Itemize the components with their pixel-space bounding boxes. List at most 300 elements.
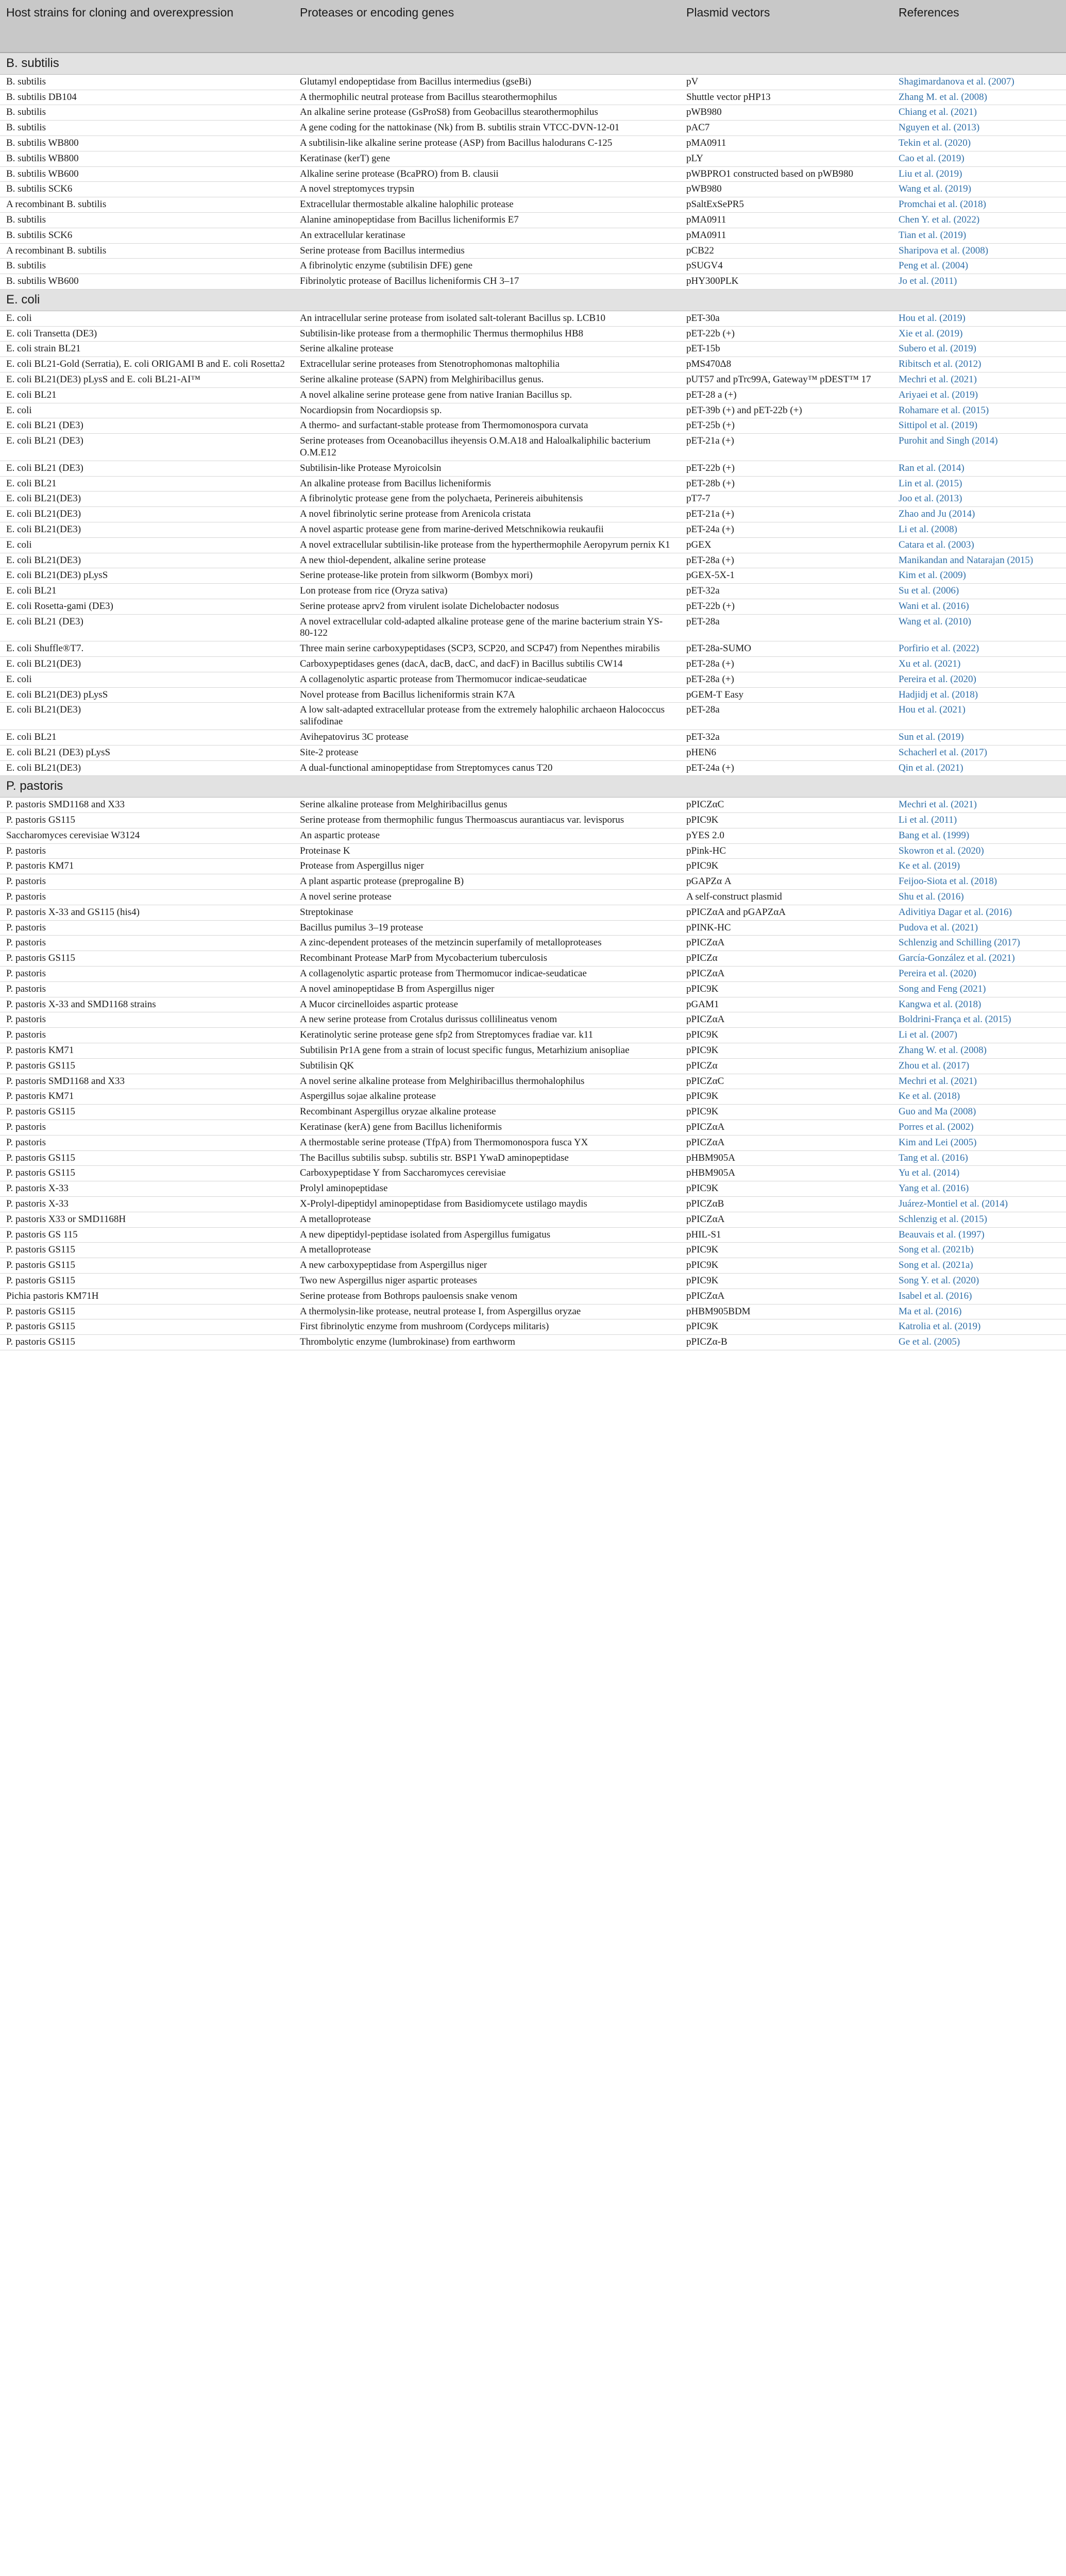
reference-link[interactable]: Bang et al. (1999) <box>892 828 1066 843</box>
plasmid-vector-cell: pWB980 <box>680 182 892 197</box>
table-row <box>0 657 1066 672</box>
protease-cell: An intracellular serine protease from isolated salt-tolerant Bacillus sp. LCB10 <box>294 311 680 326</box>
protease-cell: A novel serine alkaline protease from Melghiribacillus thermohalophilus <box>294 1074 680 1089</box>
section-header-row <box>0 289 1066 311</box>
protease-cell: Keratinase (kerT) gene <box>294 151 680 166</box>
host-strain-cell: E. coli BL21(DE3) <box>0 522 294 537</box>
host-strain-cell: P. pastoris GS 115 <box>0 1227 294 1243</box>
table-row <box>0 1089 1066 1105</box>
reference-link[interactable]: Cao et al. (2019) <box>892 151 1066 166</box>
protease-cell: Proteinase K <box>294 843 680 859</box>
host-strain-cell: B. subtilis DB104 <box>0 90 294 105</box>
reference-link[interactable]: Song Y. et al. (2020) <box>892 1273 1066 1289</box>
reference-link[interactable]: Hou et al. (2021) <box>892 703 1066 730</box>
host-strain-cell: P. pastoris GS115 <box>0 1335 294 1350</box>
protease-cell: A collagenolytic aspartic protease from Thermomucor indicae-seudaticae <box>294 672 680 687</box>
reference-link[interactable]: Li et al. (2007) <box>892 1028 1066 1043</box>
plasmid-vector-cell: pPIC9K <box>680 1319 892 1335</box>
host-strain-cell: E. coli <box>0 311 294 326</box>
host-strain-cell: E. coli Shuffle®T7. <box>0 641 294 657</box>
host-strain-cell: E. coli strain BL21 <box>0 342 294 357</box>
protease-cell: Aspergillus sojae alkaline protease <box>294 1089 680 1105</box>
protease-cell: Site-2 protease <box>294 745 680 760</box>
plasmid-vector-cell: pHBM905BDM <box>680 1304 892 1319</box>
protease-cell: A thermo- and surfactant-stable protease from Thermomonospora curvata <box>294 418 680 434</box>
plasmid-vector-cell: pGEX-5X-1 <box>680 568 892 584</box>
host-strain-cell: P. pastoris GS115 <box>0 1319 294 1335</box>
plasmid-vector-cell: pET-24a (+) <box>680 760 892 776</box>
reference-link[interactable]: Sittipol et al. (2019) <box>892 418 1066 434</box>
protease-cell: Lon protease from rice (Oryza sativa) <box>294 584 680 599</box>
table-row <box>0 905 1066 920</box>
reference-link[interactable]: Manikandan and Natarajan (2015) <box>892 553 1066 568</box>
plasmid-vector-cell: pHY300PLK <box>680 274 892 290</box>
reference-link[interactable]: Ke et al. (2019) <box>892 859 1066 874</box>
header-plasmid-vectors: Plasmid vectors <box>680 0 892 53</box>
reference-link[interactable]: García-González et al. (2021) <box>892 951 1066 967</box>
host-strain-cell: P. pastoris GS115 <box>0 1058 294 1074</box>
reference-link[interactable]: Skowron et al. (2020) <box>892 843 1066 859</box>
protease-cell: X-Prolyl-dipeptidyl aminopeptidase from Basidiomycete ustilago maydis <box>294 1196 680 1212</box>
protease-cell: A dual-functional aminopeptidase from Streptomyces canus T20 <box>294 760 680 776</box>
plasmid-vector-cell: pPICZαA <box>680 936 892 951</box>
reference-link[interactable]: Katrolia et al. (2019) <box>892 1319 1066 1335</box>
table-row <box>0 936 1066 951</box>
host-strain-cell: P. pastoris <box>0 936 294 951</box>
table-row <box>0 703 1066 730</box>
plasmid-vector-cell: pPICZαA <box>680 1212 892 1227</box>
reference-link[interactable]: Yang et al. (2016) <box>892 1181 1066 1197</box>
table-row <box>0 568 1066 584</box>
reference-link[interactable]: Purohit and Singh (2014) <box>892 434 1066 461</box>
host-strain-cell: P. pastoris GS115 <box>0 1150 294 1166</box>
plasmid-vector-cell: pMA0911 <box>680 212 892 228</box>
host-strain-cell: B. subtilis WB600 <box>0 274 294 290</box>
table-row <box>0 90 1066 105</box>
table-row <box>0 461 1066 476</box>
table-row <box>0 981 1066 997</box>
table-header <box>0 0 1066 53</box>
reference-link[interactable]: Nguyen et al. (2013) <box>892 121 1066 136</box>
reference-link[interactable]: Porres et al. (2002) <box>892 1120 1066 1135</box>
host-strain-cell: E. coli BL21(DE3) pLysS <box>0 568 294 584</box>
host-strain-cell: B. subtilis <box>0 121 294 136</box>
reference-link[interactable]: Hadjidj et al. (2018) <box>892 687 1066 703</box>
reference-link[interactable]: Mechri et al. (2021) <box>892 1074 1066 1089</box>
table-row <box>0 105 1066 121</box>
header-row <box>0 0 1066 53</box>
table-row <box>0 890 1066 905</box>
protease-cell: Extracellular thermostable alkaline halophilic protease <box>294 197 680 213</box>
table-row <box>0 745 1066 760</box>
host-strain-cell: P. pastoris KM71 <box>0 859 294 874</box>
reference-link[interactable]: Mechri et al. (2021) <box>892 798 1066 813</box>
reference-link[interactable]: Zhang M. et al. (2008) <box>892 90 1066 105</box>
plasmid-vector-cell: pHEN6 <box>680 745 892 760</box>
plasmid-vector-cell: pYES 2.0 <box>680 828 892 843</box>
plasmid-vector-cell: pET-28a-SUMO <box>680 641 892 657</box>
table-row <box>0 372 1066 387</box>
reference-link[interactable]: Yu et al. (2014) <box>892 1166 1066 1181</box>
host-strain-cell: P. pastoris GS115 <box>0 813 294 828</box>
plasmid-vector-cell: pET-28a (+) <box>680 657 892 672</box>
reference-link[interactable]: Guo and Ma (2008) <box>892 1105 1066 1120</box>
host-strain-cell: Pichia pastoris KM71H <box>0 1289 294 1304</box>
host-strain-cell: P. pastoris SMD1168 and X33 <box>0 798 294 813</box>
protease-cell: Subtilisin Pr1A gene from a strain of locust specific fungus, Metarhizium anisopliae <box>294 1043 680 1059</box>
reference-link[interactable]: Catara et al. (2003) <box>892 537 1066 553</box>
table-row <box>0 151 1066 166</box>
reference-link[interactable]: Boldrini-França et al. (2015) <box>892 1012 1066 1028</box>
host-strain-cell: E. coli BL21 (DE3) <box>0 614 294 641</box>
protease-cell: A new thiol-dependent, alkaline serine protease <box>294 553 680 568</box>
protease-cell: A thermostable serine protease (TfpA) from Thermomonospora fusca YX <box>294 1135 680 1150</box>
plasmid-vector-cell: Shuttle vector pHP13 <box>680 90 892 105</box>
table-row <box>0 859 1066 874</box>
protease-cell: Bacillus pumilus 3–19 protease <box>294 920 680 936</box>
reference-link[interactable]: Schlenzig and Schilling (2017) <box>892 936 1066 951</box>
host-strain-cell: B. subtilis WB800 <box>0 151 294 166</box>
plasmid-vector-cell: pHBM905A <box>680 1166 892 1181</box>
table-row <box>0 1120 1066 1135</box>
host-strain-cell: P. pastoris <box>0 1120 294 1135</box>
header-proteases: Proteases or encoding genes <box>294 0 680 53</box>
reference-link[interactable]: Chiang et al. (2021) <box>892 105 1066 121</box>
plasmid-vector-cell: pET-28a <box>680 703 892 730</box>
plasmid-vector-cell: pMS470Δ8 <box>680 357 892 372</box>
reference-link[interactable]: Li et al. (2011) <box>892 813 1066 828</box>
host-strain-cell: P. pastoris <box>0 981 294 997</box>
reference-link[interactable]: Ariyaei et al. (2019) <box>892 387 1066 403</box>
protease-cell: Extracellular serine proteases from Stenotrophomonas maltophilia <box>294 357 680 372</box>
table-row <box>0 403 1066 418</box>
table-row <box>0 1028 1066 1043</box>
protease-cell: A novel extracellular subtilisin-like protease from the hyperthermophile Aeropyrum pernix K1 <box>294 537 680 553</box>
reference-link[interactable]: Zhang W. et al. (2008) <box>892 1043 1066 1059</box>
host-strain-cell: E. coli BL21 (DE3) <box>0 418 294 434</box>
plasmid-vector-cell: pET-24a (+) <box>680 522 892 537</box>
plasmid-vector-cell: pPIC9K <box>680 1089 892 1105</box>
protease-cell: A collagenolytic aspartic protease from Thermomucor indicae-seudaticae <box>294 967 680 982</box>
plasmid-vector-cell: pET-32a <box>680 584 892 599</box>
host-strain-cell: P. pastoris X33 or SMD1168H <box>0 1212 294 1227</box>
plasmid-vector-cell: pET-22b (+) <box>680 326 892 342</box>
table-row <box>0 121 1066 136</box>
host-strain-cell: P. pastoris X-33 <box>0 1196 294 1212</box>
table-row <box>0 1227 1066 1243</box>
reference-link[interactable]: Kim et al. (2009) <box>892 568 1066 584</box>
reference-link[interactable]: Shu et al. (2016) <box>892 890 1066 905</box>
reference-link[interactable]: Shagimardanova et al. (2007) <box>892 74 1066 90</box>
protease-cell: Serine protease aprv2 from virulent isolate Dichelobacter nodosus <box>294 599 680 614</box>
reference-link[interactable]: Xie et al. (2019) <box>892 326 1066 342</box>
reference-link[interactable]: Tian et al. (2019) <box>892 228 1066 243</box>
table-row <box>0 813 1066 828</box>
reference-link[interactable]: Isabel et al. (2016) <box>892 1289 1066 1304</box>
plasmid-vector-cell: pET-21a (+) <box>680 434 892 461</box>
plasmid-vector-cell: pPICZαA <box>680 1289 892 1304</box>
table-row <box>0 212 1066 228</box>
host-strain-cell: P. pastoris <box>0 1028 294 1043</box>
protease-cell: Fibrinolytic protease of Bacillus licheniformis CH 3–17 <box>294 274 680 290</box>
host-strain-cell: E. coli Transetta (DE3) <box>0 326 294 342</box>
plasmid-vector-cell: pET-25b (+) <box>680 418 892 434</box>
plasmid-vector-cell: A self-construct plasmid <box>680 890 892 905</box>
host-strain-cell: E. coli BL21 <box>0 476 294 492</box>
protease-cell: Subtilisin-like Protease Myroicolsin <box>294 461 680 476</box>
reference-link[interactable]: Ribitsch et al. (2012) <box>892 357 1066 372</box>
host-strain-cell: A recombinant B. subtilis <box>0 243 294 259</box>
reference-link[interactable]: Zhao and Ju (2014) <box>892 507 1066 522</box>
plasmid-vector-cell: pPIC9K <box>680 813 892 828</box>
protease-cell: Carboxypeptidases genes (dacA, dacB, dacC, and dacF) in Bacillus subtilis CW14 <box>294 657 680 672</box>
host-strain-cell: P. pastoris GS115 <box>0 951 294 967</box>
host-strain-cell: P. pastoris SMD1168 and X33 <box>0 1074 294 1089</box>
host-strain-cell: E. coli BL21 <box>0 387 294 403</box>
reference-link[interactable]: Schlenzig et al. (2015) <box>892 1212 1066 1227</box>
reference-link[interactable]: Liu et al. (2019) <box>892 166 1066 182</box>
table-row <box>0 1150 1066 1166</box>
table-row <box>0 1335 1066 1350</box>
plasmid-vector-cell: pET-30a <box>680 311 892 326</box>
reference-link[interactable]: Rohamare et al. (2015) <box>892 403 1066 418</box>
host-strain-cell: E. coli BL21 <box>0 730 294 745</box>
plasmid-vector-cell: pV <box>680 74 892 90</box>
protease-cell: Serine alkaline protease <box>294 342 680 357</box>
host-strain-cell: E. coli BL21 (DE3) pLysS <box>0 745 294 760</box>
reference-link[interactable]: Ge et al. (2005) <box>892 1335 1066 1350</box>
table-row <box>0 418 1066 434</box>
protease-cell: A fibrinolytic protease gene from the polychaeta, Perinereis aibuhitensis <box>294 492 680 507</box>
protease-cell: Glutamyl endopeptidase from Bacillus intermedius (gseBi) <box>294 74 680 90</box>
reference-link[interactable]: Sharipova et al. (2008) <box>892 243 1066 259</box>
protease-cell: Serine protease from Bacillus intermedius <box>294 243 680 259</box>
table-row <box>0 1243 1066 1258</box>
plasmid-vector-cell: pGEM-T Easy <box>680 687 892 703</box>
reference-link[interactable]: Zhou et al. (2017) <box>892 1058 1066 1074</box>
host-strain-cell: B. subtilis WB800 <box>0 135 294 151</box>
reference-link[interactable]: Song et al. (2021b) <box>892 1243 1066 1258</box>
host-strain-cell: A recombinant B. subtilis <box>0 197 294 213</box>
protease-cell: An alkaline protease from Bacillus licheniformis <box>294 476 680 492</box>
table-row <box>0 476 1066 492</box>
table-row <box>0 920 1066 936</box>
host-strain-cell: B. subtilis WB600 <box>0 166 294 182</box>
host-strain-cell: P. pastoris GS115 <box>0 1166 294 1181</box>
protease-cell: Serine alkaline protease from Melghiribacillus genus <box>294 798 680 813</box>
host-strain-cell: E. coli BL21(DE3) <box>0 507 294 522</box>
reference-link[interactable]: Pudova et al. (2021) <box>892 920 1066 936</box>
host-strain-cell: B. subtilis SCK6 <box>0 182 294 197</box>
protease-cell: Keratinolytic serine protease gene sfp2 from Streptomyces fradiae var. k11 <box>294 1028 680 1043</box>
protease-cell: A novel fibrinolytic serine protease from Arenicola cristata <box>294 507 680 522</box>
plasmid-vector-cell: pPIC9K <box>680 859 892 874</box>
plasmid-vector-cell: pPIC9K <box>680 1273 892 1289</box>
plasmid-vector-cell: pPINK-HC <box>680 920 892 936</box>
reference-link[interactable]: Jo et al. (2011) <box>892 274 1066 290</box>
table-row <box>0 798 1066 813</box>
table-row <box>0 967 1066 982</box>
reference-link[interactable]: Hou et al. (2019) <box>892 311 1066 326</box>
table-row <box>0 828 1066 843</box>
protease-cell: A novel serine protease <box>294 890 680 905</box>
table-row <box>0 342 1066 357</box>
plasmid-vector-cell: pPIC9K <box>680 1258 892 1274</box>
table-row <box>0 492 1066 507</box>
protease-cell: Novel protease from Bacillus licheniformis strain K7A <box>294 687 680 703</box>
host-strain-cell: E. coli BL21(DE3) pLysS and E. coli BL21-AI™ <box>0 372 294 387</box>
reference-link[interactable]: Wani et al. (2016) <box>892 599 1066 614</box>
plasmid-vector-cell: pHIL-S1 <box>680 1227 892 1243</box>
protease-cell: A novel aminopeptidase B from Aspergillus niger <box>294 981 680 997</box>
table-row <box>0 1212 1066 1227</box>
table-row <box>0 1058 1066 1074</box>
plasmid-vector-cell: pMA0911 <box>680 135 892 151</box>
table-row <box>0 1273 1066 1289</box>
protease-cell: Three main serine carboxypeptidases (SCP3, SCP20, and SCP47) from Nepenthes mirabilis <box>294 641 680 657</box>
reference-link[interactable]: Chen Y. et al. (2022) <box>892 212 1066 228</box>
reference-link[interactable]: Ma et al. (2016) <box>892 1304 1066 1319</box>
protease-cell: An alkaline serine protease (GsProS8) from Geobacillus stearothermophilus <box>294 105 680 121</box>
plasmid-vector-cell: pPICZα <box>680 951 892 967</box>
plasmid-vector-cell: pGAPZα A <box>680 874 892 890</box>
host-strain-cell: P. pastoris GS115 <box>0 1273 294 1289</box>
reference-link[interactable]: Wang et al. (2010) <box>892 614 1066 641</box>
reference-link[interactable]: Wang et al. (2019) <box>892 182 1066 197</box>
plasmid-vector-cell: pMA0911 <box>680 228 892 243</box>
table-row <box>0 228 1066 243</box>
section-header-row <box>0 776 1066 798</box>
table-row <box>0 357 1066 372</box>
plasmid-vector-cell: pET-28a (+) <box>680 553 892 568</box>
table-row <box>0 259 1066 274</box>
protease-cell: Serine protease from thermophilic fungus Thermoascus aurantiacus var. levisporus <box>294 813 680 828</box>
reference-link[interactable]: Schacherl et al. (2017) <box>892 745 1066 760</box>
host-strain-cell: P. pastoris <box>0 890 294 905</box>
table-row <box>0 614 1066 641</box>
plasmid-vector-cell: pHBM905A <box>680 1150 892 1166</box>
reference-link[interactable]: Song and Feng (2021) <box>892 981 1066 997</box>
table-row <box>0 166 1066 182</box>
reference-link[interactable]: Joo et al. (2013) <box>892 492 1066 507</box>
host-strain-cell: E. coli BL21(DE3) <box>0 553 294 568</box>
protease-cell: Two new Aspergillus niger aspartic proteases <box>294 1273 680 1289</box>
plasmid-vector-cell: pET-22b (+) <box>680 461 892 476</box>
protease-cell: Prolyl aminopeptidase <box>294 1181 680 1197</box>
reference-link[interactable]: Li et al. (2008) <box>892 522 1066 537</box>
table-row <box>0 243 1066 259</box>
plasmid-vector-cell: pPICZα-B <box>680 1335 892 1350</box>
plasmid-vector-cell: pPink-HC <box>680 843 892 859</box>
protease-cell: A subtilisin-like alkaline serine protease (ASP) from Bacillus halodurans C-125 <box>294 135 680 151</box>
host-strain-cell: P. pastoris X-33 <box>0 1181 294 1197</box>
plasmid-vector-cell: pET-21a (+) <box>680 507 892 522</box>
reference-link[interactable]: Ke et al. (2018) <box>892 1089 1066 1105</box>
reference-link[interactable]: Qin et al. (2021) <box>892 760 1066 776</box>
reference-link[interactable]: Kangwa et al. (2018) <box>892 997 1066 1012</box>
protease-cell: Thrombolytic enzyme (lumbrokinase) from earthworm <box>294 1335 680 1350</box>
table-row <box>0 326 1066 342</box>
host-strain-cell: E. coli BL21(DE3) <box>0 703 294 730</box>
protease-cell: A metalloprotease <box>294 1212 680 1227</box>
reference-link[interactable]: Kim and Lei (2005) <box>892 1135 1066 1150</box>
host-strain-cell: P. pastoris <box>0 843 294 859</box>
plasmid-vector-cell: pET-28b (+) <box>680 476 892 492</box>
protease-cell: An aspartic protease <box>294 828 680 843</box>
protease-cell: Recombinant Aspergillus oryzae alkaline protease <box>294 1105 680 1120</box>
plasmid-vector-cell: pCB22 <box>680 243 892 259</box>
reference-link[interactable]: Mechri et al. (2021) <box>892 372 1066 387</box>
plasmid-vector-cell: pET-28a <box>680 614 892 641</box>
reference-link[interactable]: Feijoo-Siota et al. (2018) <box>892 874 1066 890</box>
table-row <box>0 1105 1066 1120</box>
plasmid-vector-cell: pWB980 <box>680 105 892 121</box>
host-strain-cell: E. coli BL21 (DE3) <box>0 461 294 476</box>
table-row <box>0 672 1066 687</box>
table-row <box>0 182 1066 197</box>
host-strain-cell: P. pastoris <box>0 920 294 936</box>
host-strain-cell: Saccharomyces cerevisiae W3124 <box>0 828 294 843</box>
reference-link[interactable]: Tekin et al. (2020) <box>892 135 1066 151</box>
reference-link[interactable]: Lin et al. (2015) <box>892 476 1066 492</box>
table-row <box>0 730 1066 745</box>
plasmid-vector-cell: pGAM1 <box>680 997 892 1012</box>
header-references: References <box>892 0 1066 53</box>
reference-link[interactable]: Peng et al. (2004) <box>892 259 1066 274</box>
table-row <box>0 553 1066 568</box>
reference-link[interactable]: Pereira et al. (2020) <box>892 967 1066 982</box>
table-row <box>0 1304 1066 1319</box>
table-row <box>0 1043 1066 1059</box>
reference-link[interactable]: Beauvais et al. (1997) <box>892 1227 1066 1243</box>
host-strain-cell: P. pastoris GS115 <box>0 1304 294 1319</box>
reference-link[interactable]: Tang et al. (2016) <box>892 1150 1066 1166</box>
protease-cell: A low salt-adapted extracellular protease from the extremely halophilic archaeon Halococcus salifodinae <box>294 703 680 730</box>
table-row <box>0 311 1066 326</box>
reference-link[interactable]: Su et al. (2006) <box>892 584 1066 599</box>
reference-link[interactable]: Promchai et al. (2018) <box>892 197 1066 213</box>
reference-link[interactable]: Porfirio et al. (2022) <box>892 641 1066 657</box>
host-strain-cell: E. coli Rosetta-gami (DE3) <box>0 599 294 614</box>
reference-link[interactable]: Ran et al. (2014) <box>892 461 1066 476</box>
reference-link[interactable]: Adivitiya Dagar et al. (2016) <box>892 905 1066 920</box>
plasmid-vector-cell: pET-28 a (+) <box>680 387 892 403</box>
table-row <box>0 387 1066 403</box>
section-header-row <box>0 53 1066 74</box>
reference-link[interactable]: Song et al. (2021a) <box>892 1258 1066 1274</box>
section-title: B. subtilis <box>0 53 1066 74</box>
table-row <box>0 434 1066 461</box>
reference-link[interactable]: Sun et al. (2019) <box>892 730 1066 745</box>
table-row <box>0 522 1066 537</box>
host-strain-cell: B. subtilis <box>0 74 294 90</box>
reference-link[interactable]: Pereira et al. (2020) <box>892 672 1066 687</box>
plasmid-vector-cell: pET-28a (+) <box>680 672 892 687</box>
protease-cell: A novel streptomyces trypsin <box>294 182 680 197</box>
plasmid-vector-cell: pPICZαA and pGAPZαA <box>680 905 892 920</box>
reference-link[interactable]: Xu et al. (2021) <box>892 657 1066 672</box>
table-row <box>0 760 1066 776</box>
table-body <box>0 53 1066 1350</box>
reference-link[interactable]: Subero et al. (2019) <box>892 342 1066 357</box>
table-row <box>0 843 1066 859</box>
reference-link[interactable]: Juárez-Montiel et al. (2014) <box>892 1196 1066 1212</box>
host-strain-cell: E. coli <box>0 537 294 553</box>
host-strain-cell: P. pastoris <box>0 1135 294 1150</box>
table-row <box>0 74 1066 90</box>
table-row <box>0 951 1066 967</box>
protease-cell: Streptokinase <box>294 905 680 920</box>
